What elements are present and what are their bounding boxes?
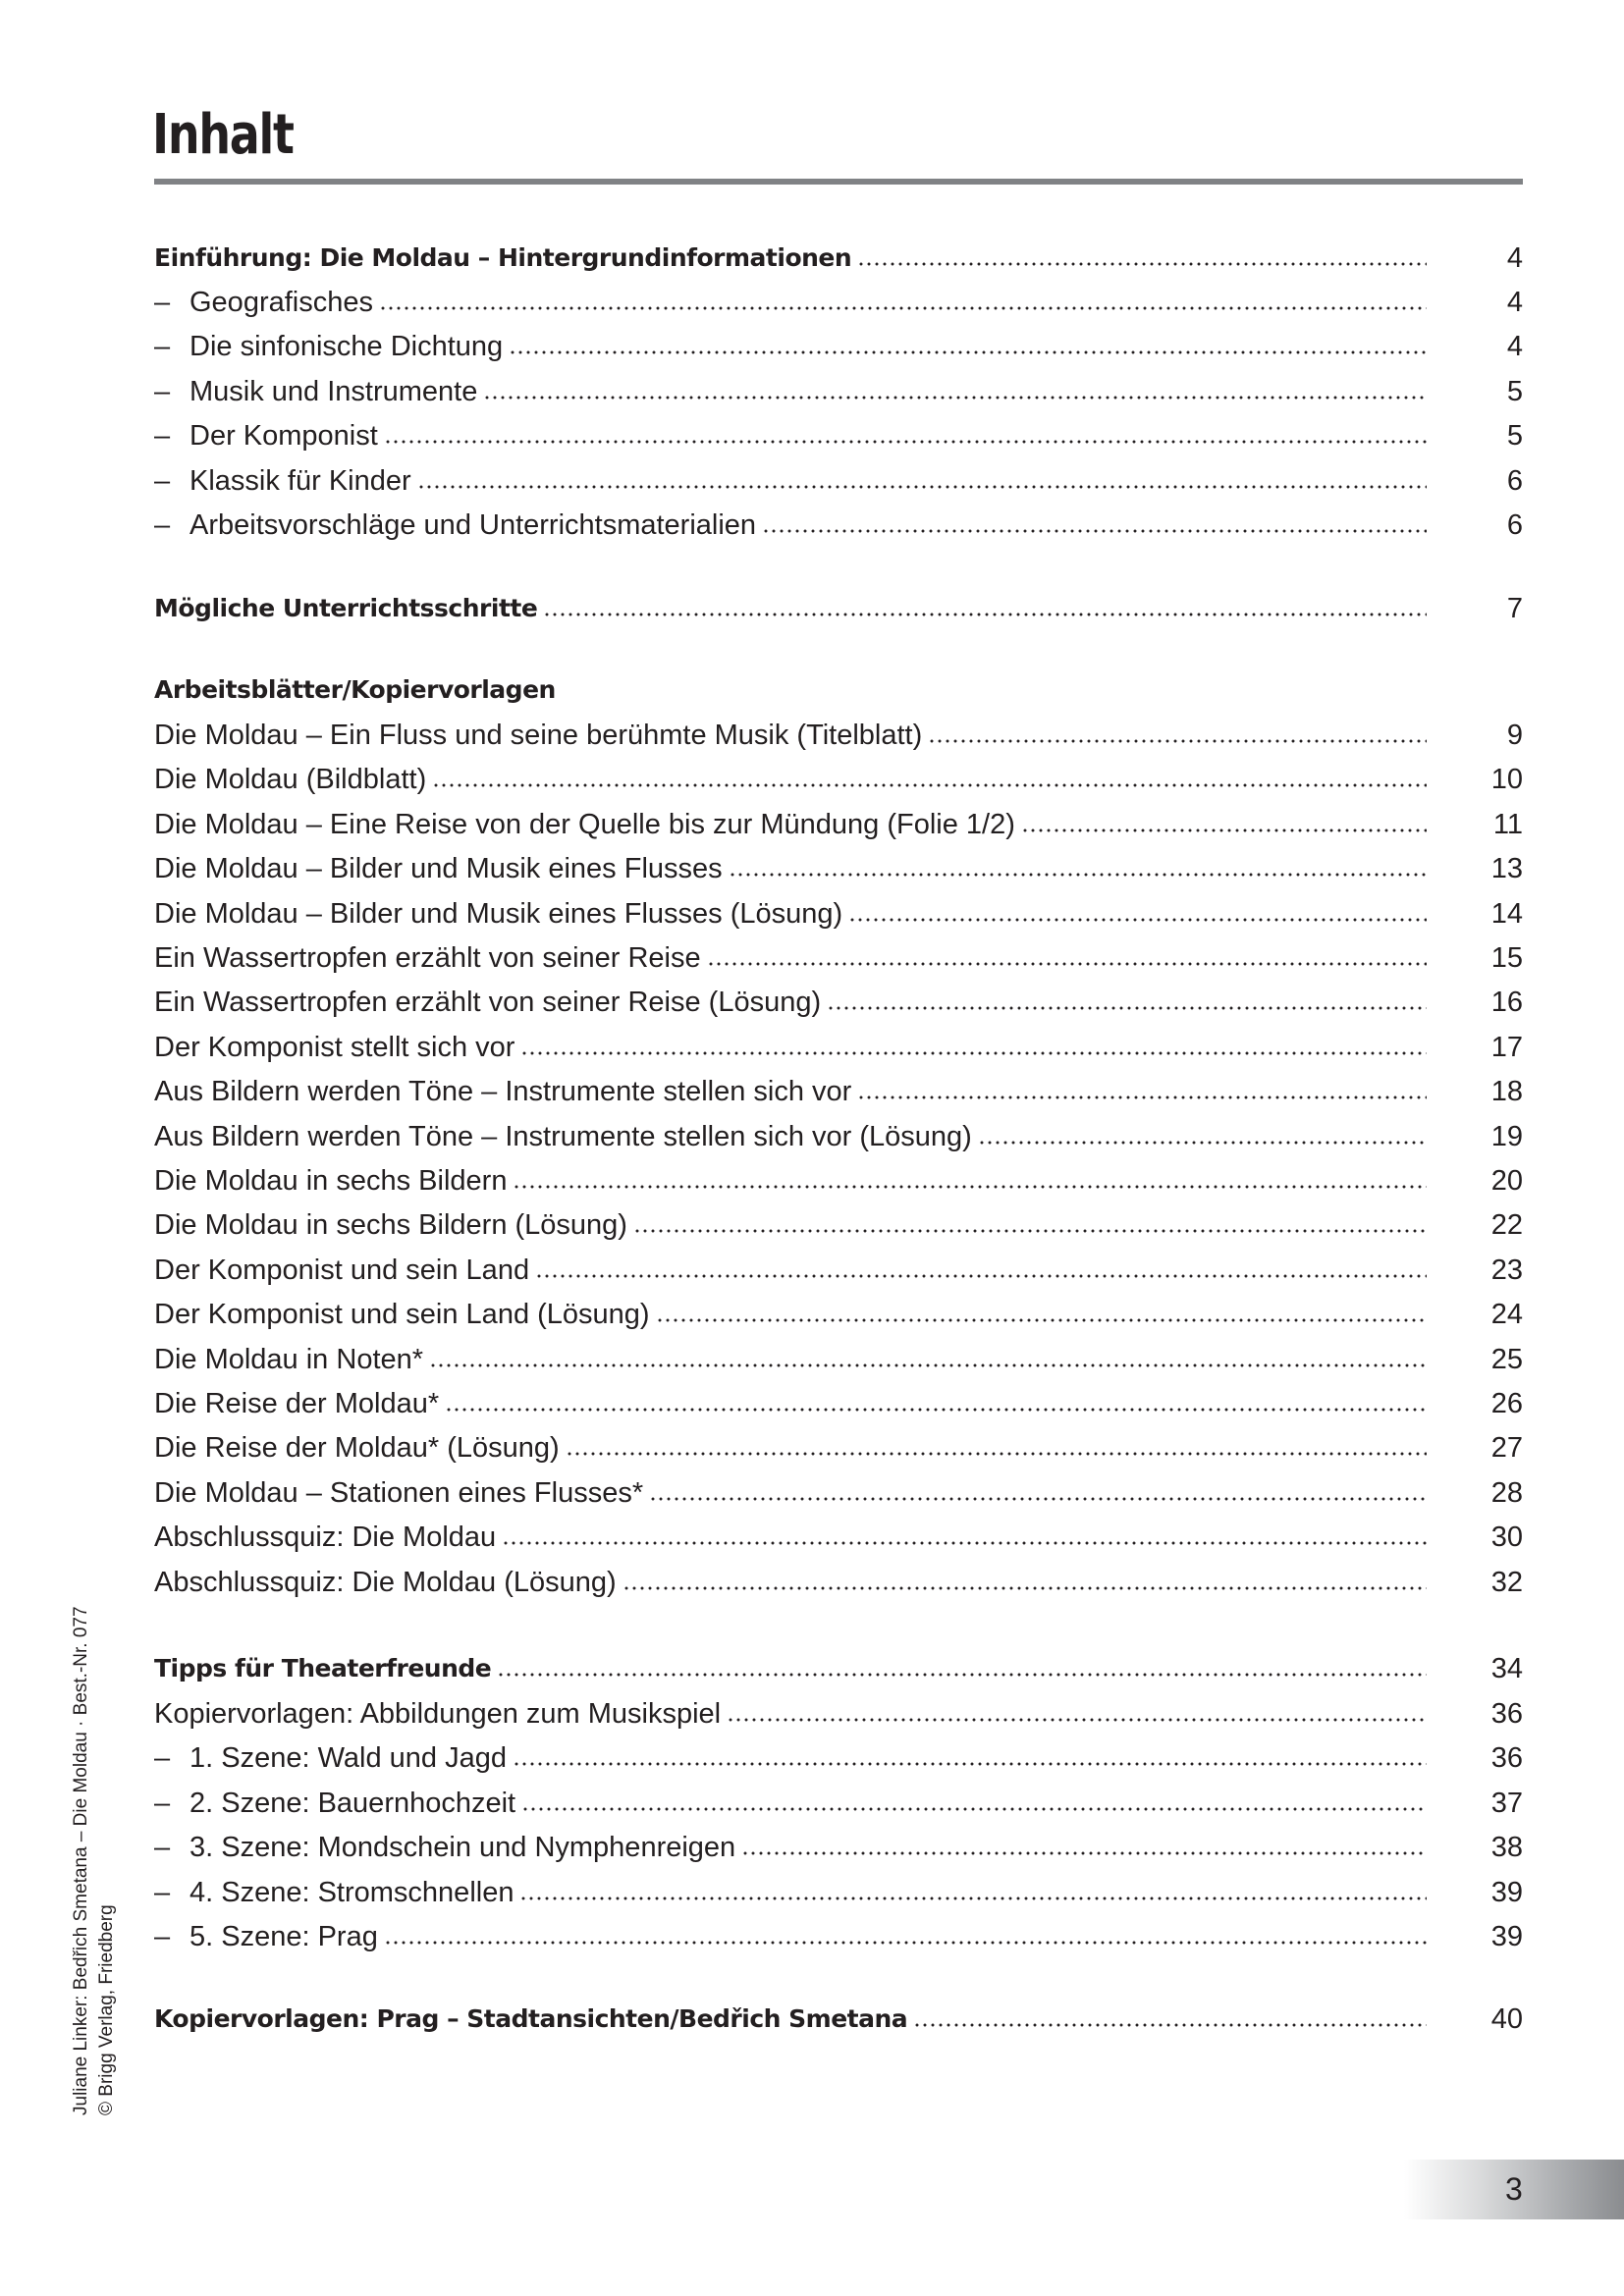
title-divider [154,179,1523,185]
page-ref: 28 [1490,1477,1523,1509]
toc-section-row[interactable] [154,589,1523,628]
toc-entry[interactable] [154,1028,1523,1067]
entry-title: Die Moldau (Bildblatt) [154,764,427,795]
entry-title: Musik und Instrumente [189,376,478,407]
toc-entry[interactable] [154,1295,1523,1334]
toc-entry[interactable] [154,716,1523,755]
dot-leader [1021,827,1427,834]
toc-entry[interactable] [154,894,1523,934]
entry-title: Die Moldau – Ein Fluss und seine berühmte Musik (Titelblatt) [154,720,923,751]
page-ref: 6 [1506,465,1523,497]
toc-entry[interactable] [154,327,1523,366]
entry-title: Der Komponist stellt sich vor [154,1032,515,1063]
toc-entry[interactable] [154,1917,1523,1956]
page-ref: 17 [1490,1032,1523,1063]
entry-title: Die Moldau in sechs Bildern (Lösung) [154,1209,627,1241]
dot-leader [429,1362,1427,1369]
dash-bullet: – [154,1742,171,1774]
dot-leader [978,1139,1427,1147]
entry-title: Aus Bildern werden Töne – Instrumente stellen sich vor [154,1076,852,1107]
toc-entry[interactable] [154,1473,1523,1513]
entry-title: 4. Szene: Stromschnellen [189,1877,514,1908]
toc-entry[interactable] [154,1428,1523,1468]
dot-leader [566,1450,1427,1458]
page-ref: 7 [1506,593,1523,624]
dash-bullet: – [154,376,171,407]
entry-title: Die sinfonische Dichtung [189,331,504,362]
dot-leader [502,1539,1427,1547]
toc-entry[interactable] [154,938,1523,978]
dot-leader [520,1049,1427,1057]
entry-title: 2. Szene: Bauernhochzeit [189,1788,516,1819]
toc-entry[interactable] [154,506,1523,545]
page-ref: 13 [1490,853,1523,884]
dot-leader [656,1316,1427,1324]
dot-leader [913,2021,1427,2029]
entry-title: Die Moldau – Bilder und Musik eines Flusses [154,853,723,884]
toc-entry[interactable] [154,1563,1523,1602]
toc-section-row[interactable] [154,239,1523,278]
entry-title: Kopiervorlagen: Abbildungen zum Musikspiel [154,1698,722,1730]
dot-leader [432,781,1427,789]
toc-entry[interactable] [154,1205,1523,1245]
entry-title: 1. Szene: Wald und Jagd [189,1742,507,1774]
dot-leader [543,611,1427,618]
page-ref: 23 [1490,1255,1523,1286]
page-ref: 19 [1490,1121,1523,1152]
dash-bullet: – [154,509,171,541]
dot-leader [521,1805,1427,1813]
entry-title: Geografisches [189,287,373,318]
entry-title: Die Reise der Moldau* [154,1388,440,1419]
page-ref: 4 [1506,242,1523,274]
dot-leader [762,527,1427,535]
page-ref: 15 [1490,942,1523,974]
toc-entry[interactable] [154,1340,1523,1379]
dot-leader [707,960,1427,968]
dash-bullet: – [154,287,171,318]
section-heading: Arbeitsblätter/Kopiervorlagen [154,675,556,704]
section-title: Einführung: Die Moldau – Hintergrundinformationen [154,243,852,272]
dash-bullet: – [154,1832,171,1863]
page-ref: 34 [1490,1653,1523,1684]
dot-leader [483,394,1427,401]
entry-title: Abschlussquiz: Die Moldau [154,1522,497,1553]
page-ref: 6 [1506,509,1523,541]
page-ref: 5 [1506,376,1523,407]
page-ref: 27 [1490,1432,1523,1464]
page-ref: 10 [1490,764,1523,795]
page-ref: 20 [1490,1165,1523,1197]
toc-entry[interactable] [154,1784,1523,1823]
page-ref: 4 [1506,287,1523,318]
toc-entry[interactable] [154,805,1523,844]
dot-leader [417,483,1427,491]
dot-leader [384,438,1427,446]
page-title: Inhalt [152,103,294,167]
dot-leader [857,1094,1427,1101]
toc-entry[interactable] [154,372,1523,411]
page-ref: 25 [1490,1344,1523,1375]
entry-title: Der Komponist und sein Land (Lösung) [154,1299,650,1330]
dot-leader [741,1849,1427,1857]
page-ref: 22 [1490,1209,1523,1241]
entry-title: Der Komponist und sein Land [154,1255,530,1286]
page-ref: 18 [1490,1076,1523,1107]
entry-title: Abschlussquiz: Die Moldau (Lösung) [154,1567,617,1598]
page-ref: 37 [1490,1788,1523,1819]
copyright-sidebar [69,1606,120,2115]
dot-leader [827,1004,1427,1012]
page-ref: 38 [1490,1832,1523,1863]
page-ref: 16 [1490,987,1523,1018]
dot-leader [729,871,1427,879]
toc-entry[interactable] [154,1117,1523,1156]
toc-entry[interactable] [154,1828,1523,1867]
page-ref: 9 [1506,720,1523,751]
entry-title: Aus Bildern werden Töne – Instrumente stellen sich vor (Lösung) [154,1121,972,1152]
toc-entry[interactable] [154,1384,1523,1423]
section-title: Mögliche Unterrichtsschritte [154,594,538,622]
toc-entry[interactable] [154,1072,1523,1111]
author-line: Juliane Linker: Bedřich Smetana – Die Moldau · Best.-Nr. 077 [71,1606,91,2115]
page-ref: 36 [1490,1698,1523,1730]
entry-title: Ein Wassertropfen erzählt von seiner Reise [154,942,701,974]
dot-leader [623,1584,1427,1592]
entry-title: 5. Szene: Prag [189,1921,378,1952]
entry-title: Die Moldau – Bilder und Musik eines Flusses (Lösung) [154,898,843,930]
toc-entry[interactable] [154,1518,1523,1557]
toc-entry[interactable] [154,849,1523,888]
dot-leader [535,1272,1427,1280]
dot-leader [848,916,1427,924]
dot-leader [497,1671,1427,1679]
page-ref: 30 [1490,1522,1523,1553]
dot-leader [379,304,1427,312]
page-ref: 14 [1490,898,1523,930]
toc-entry[interactable] [154,983,1523,1022]
page-ref: 40 [1490,2003,1523,2035]
page-number-tab [1404,2160,1624,2219]
toc-entry[interactable] [154,416,1523,455]
toc-section-row[interactable] [154,1649,1523,1688]
dot-leader [857,260,1427,268]
dot-leader [513,1760,1427,1768]
dot-leader [649,1495,1427,1503]
entry-title: Arbeitsvorschläge und Unterrichtsmaterialien [189,509,757,541]
toc-entry[interactable] [154,283,1523,322]
dot-leader [727,1716,1427,1724]
dot-leader [445,1406,1427,1414]
page-ref: 32 [1490,1567,1523,1598]
toc-entry[interactable] [154,461,1523,501]
page-ref: 36 [1490,1742,1523,1774]
entry-title: 3. Szene: Mondschein und Nymphenreigen [189,1832,736,1863]
entry-title: Die Moldau – Eine Reise von der Quelle bis zur Mündung (Folie 1/2) [154,809,1015,840]
dot-leader [633,1227,1427,1235]
toc-entry[interactable] [154,1738,1523,1778]
entry-title: Die Moldau – Stationen eines Flusses* [154,1477,644,1509]
toc-entry[interactable] [154,1694,1523,1734]
toc-entry[interactable] [154,1161,1523,1201]
dash-bullet: – [154,465,171,497]
section-title: Tipps für Theaterfreunde [154,1654,492,1682]
dash-bullet: – [154,1921,171,1952]
entry-title: Die Moldau in Noten* [154,1344,424,1375]
page-ref: 26 [1490,1388,1523,1419]
toc-section-row[interactable] [154,2000,1523,2039]
page-ref: 5 [1506,420,1523,452]
dot-leader [928,737,1427,745]
entry-title: Ein Wassertropfen erzählt von seiner Reise (Lösung) [154,987,822,1018]
page-ref: 4 [1506,331,1523,362]
dot-leader [513,1183,1427,1191]
toc-entry[interactable] [154,1251,1523,1290]
publisher-line: © Brigg Verlag, Friedberg [96,1904,117,2115]
page-ref: 39 [1490,1921,1523,1952]
dash-bullet: – [154,420,171,452]
dash-bullet: – [154,331,171,362]
dash-bullet: – [154,1788,171,1819]
page-ref: 39 [1490,1877,1523,1908]
page-ref: 24 [1490,1299,1523,1330]
dot-leader [519,1895,1427,1902]
entry-title: Klassik für Kinder [189,465,411,497]
toc-entry[interactable] [154,1873,1523,1912]
dash-bullet: – [154,1877,171,1908]
dot-leader [384,1939,1427,1947]
section-title: Kopiervorlagen: Prag – Stadtansichten/Bedřich Smetana [154,2004,908,2033]
toc-entry[interactable] [154,760,1523,799]
page-ref: 11 [1492,809,1523,840]
page-number: 3 [1505,2171,1523,2207]
dot-leader [509,348,1427,356]
entry-title: Die Reise der Moldau* (Lösung) [154,1432,560,1464]
entry-title: Der Komponist [189,420,378,452]
entry-title: Die Moldau in sechs Bildern [154,1165,508,1197]
